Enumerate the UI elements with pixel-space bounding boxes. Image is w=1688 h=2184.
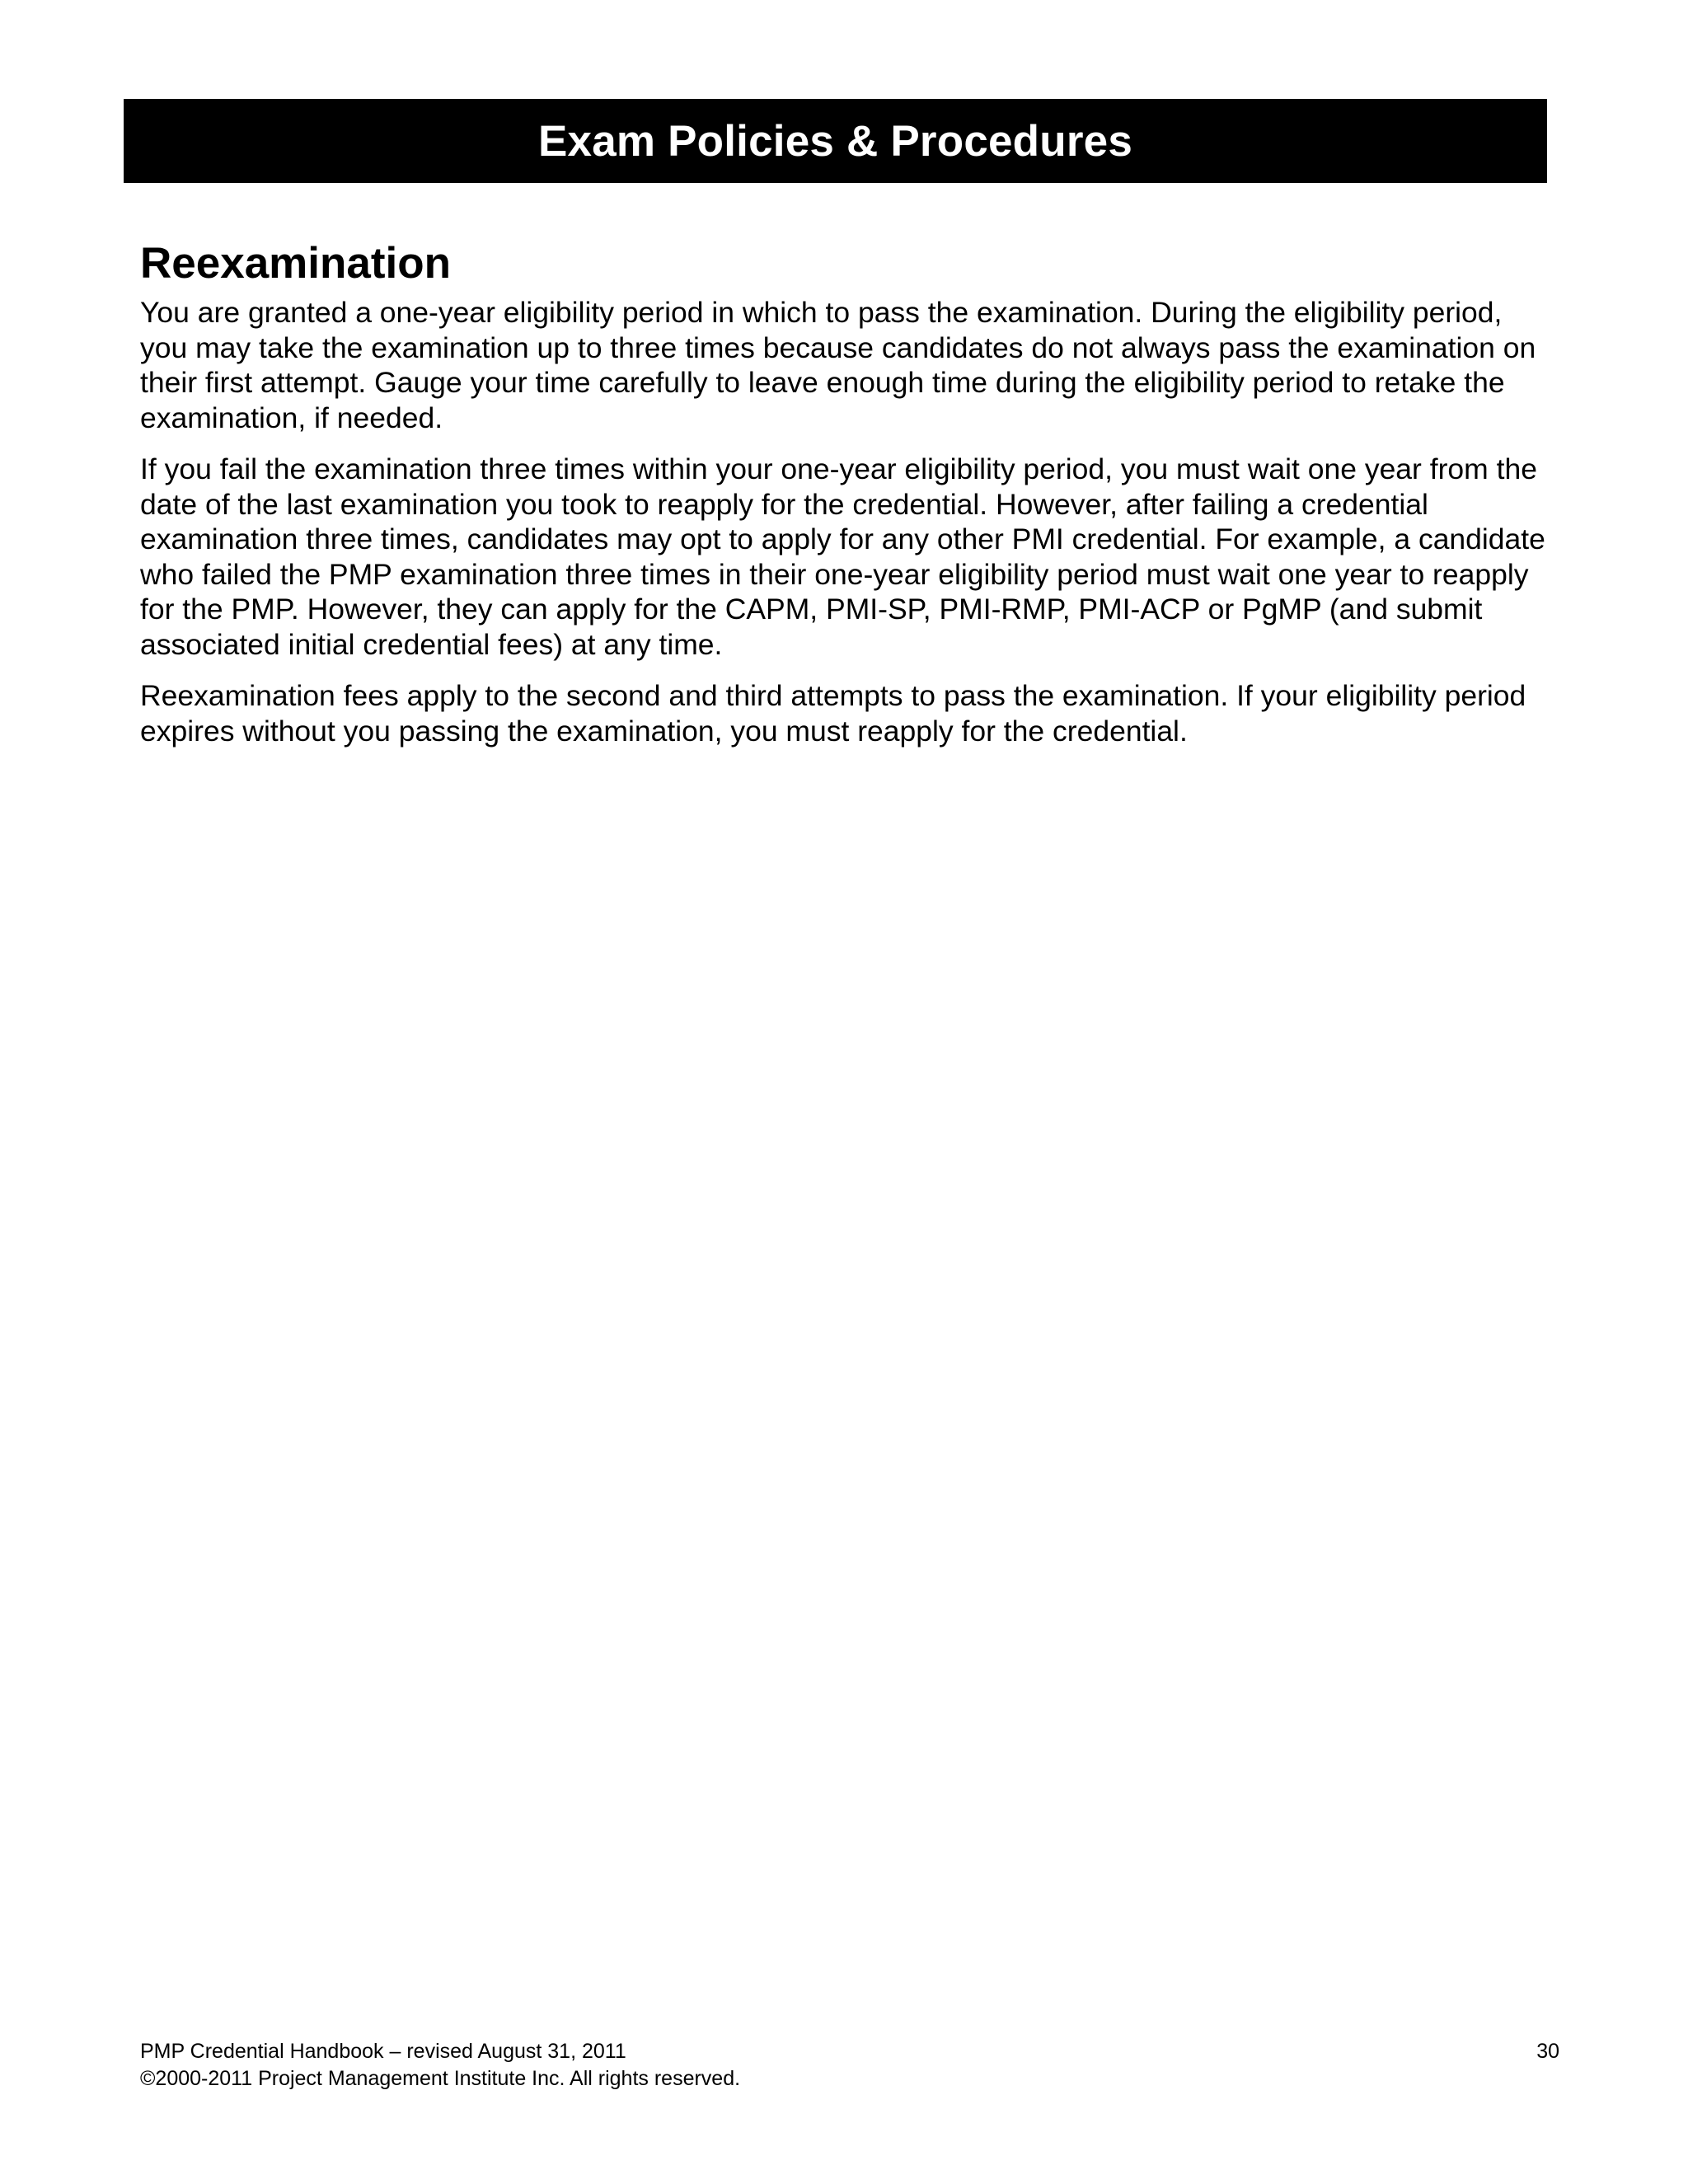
- main-content: [140, 236, 1551, 765]
- section-heading: Reexamination: [140, 239, 452, 288]
- paragraph-failing-three-times: If you fail the examination three times within your one-year eligibility period, you must wait one year from the date of the last examination you took to reapply for the credential. However, after failing a credential examination three times, candidates may opt to apply for any other PMI credential. For example, a candidate who failed the PMP examination three times in their one-year eligibility period must wait one year to reapply for the PMP. However, they can apply for the CAPM, PMI-SP, PMI-RMP, PMI-ACP or PgMP (and submit associated initial credential fees) at any time.: [140, 452, 1545, 661]
- section-header-bar: [124, 99, 1547, 183]
- footer-handbook-revision: PMP Credential Handbook – revised August 31, 2011: [140, 2040, 626, 2063]
- page-footer: [140, 2038, 1559, 2093]
- page-number: 30: [1536, 2040, 1559, 2063]
- paragraph-reexamination-fees: Reexamination fees apply to the second and third attempts to pass the examination. If your eligibility period expires without you passing the examination, you must reapply for the credential.: [140, 679, 1526, 748]
- footer-copyright: ©2000-2011 Project Management Institute Inc. All rights reserved.: [140, 2067, 741, 2090]
- paragraph-eligibility-period: You are granted a one-year eligibility period in which to pass the examination. During the eligibility period, you may take the examination up to three times because candidates do not always pass the examination on their first attempt. Gauge your time carefully to leave enough time during the eligibility period to retake the examination, if needed.: [140, 296, 1536, 434]
- page-title: Exam Policies & Procedures: [537, 116, 1133, 166]
